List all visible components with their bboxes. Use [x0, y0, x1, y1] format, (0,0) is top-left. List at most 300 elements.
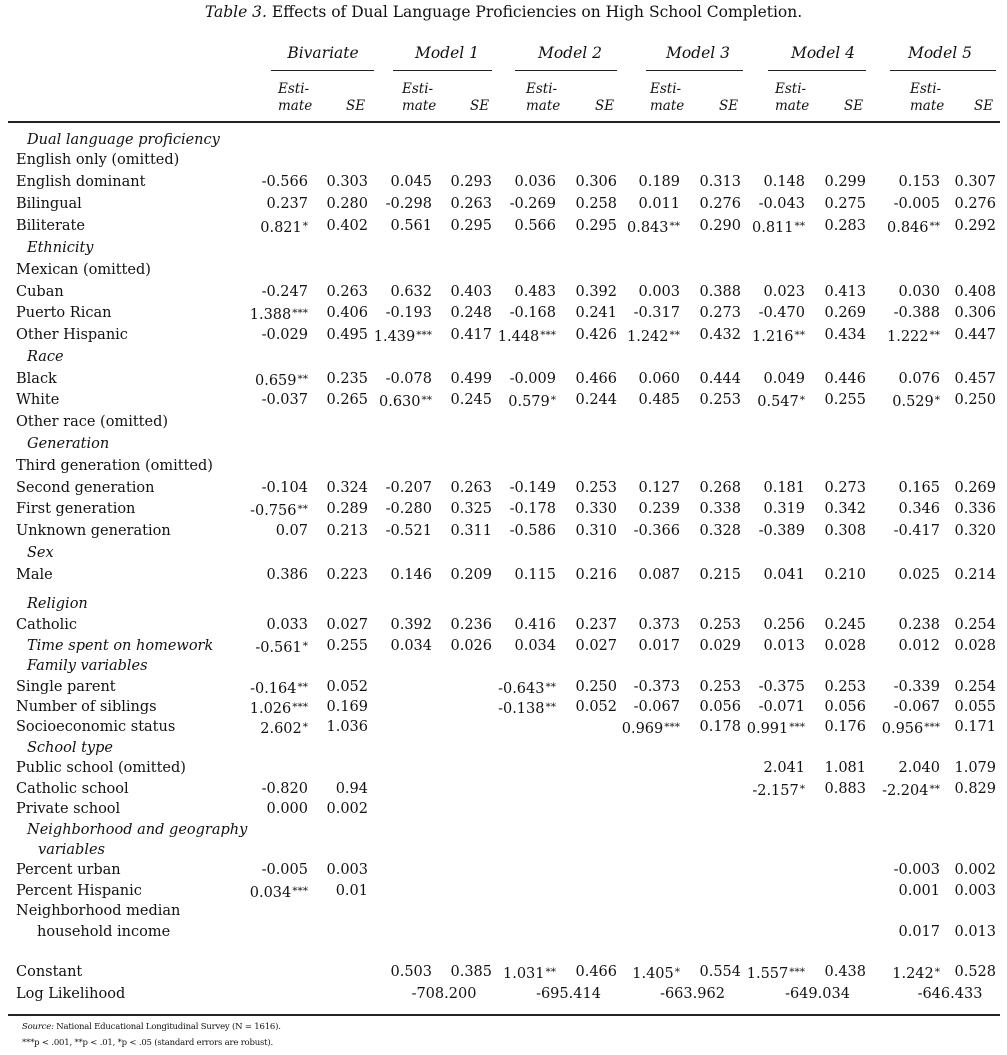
se-cell: 0.214 [954, 567, 996, 583]
se-cell: 0.402 [326, 218, 368, 234]
se-cell: 0.216 [575, 567, 617, 583]
se-cell: 0.241 [575, 305, 617, 321]
table-row [0, 860, 1007, 880]
se-cell: 0.320 [954, 523, 996, 539]
table-row [0, 543, 1007, 563]
se-cell: 0.171 [954, 719, 996, 735]
se-cell: 0.263 [326, 284, 368, 300]
row-label: Number of siblings [16, 699, 157, 715]
estimate-cell: -0.269 [509, 196, 556, 212]
estimate-cell: -2.157* [752, 783, 805, 799]
log-likelihood-cell: -708.200 [411, 986, 477, 1002]
table-row [0, 412, 1007, 432]
table-row [0, 521, 1007, 541]
estimate-subheader: Esti- mate [278, 81, 313, 114]
significance-marker: * [302, 220, 308, 232]
se-cell: 0.434 [824, 327, 866, 343]
row-label: Third generation (omitted) [16, 458, 213, 474]
significance-marker: * [550, 394, 556, 406]
table-row [0, 922, 1007, 942]
estimate-cell: 2.040 [898, 760, 940, 776]
se-cell: 0.052 [575, 699, 617, 715]
se-cell: 0.003 [326, 862, 368, 878]
se-cell: 0.446 [824, 371, 866, 387]
estimate-cell: 0.087 [638, 567, 680, 583]
estimate-cell: -0.389 [758, 523, 805, 539]
header-bottom-rule [8, 121, 1000, 123]
se-cell: 0.829 [954, 781, 996, 797]
se-cell: 0.283 [824, 218, 866, 234]
se-cell: 0.248 [450, 305, 492, 321]
se-cell: 0.325 [450, 501, 492, 517]
se-cell: 1.079 [954, 760, 996, 776]
se-subheader: SE [719, 98, 739, 114]
estimate-cell: 0.256 [763, 617, 805, 633]
model-header-underline [768, 70, 866, 71]
estimate-cell: 0.346 [898, 501, 940, 517]
estimate-cell: -0.820 [261, 781, 308, 797]
estimate-cell: 0.373 [638, 617, 680, 633]
table-row [0, 738, 1007, 758]
estimate-cell: 0.632 [390, 284, 432, 300]
estimate-cell: 0.001 [898, 883, 940, 899]
se-cell: 0.273 [824, 480, 866, 496]
estimate-cell: 0.189 [638, 174, 680, 190]
estimate-cell: 0.023 [763, 284, 805, 300]
estimate-cell: 0.579* [508, 394, 556, 410]
estimate-cell: -0.247 [261, 284, 308, 300]
estimate-cell: 0.012 [898, 638, 940, 654]
se-subheader: SE [974, 98, 994, 114]
se-cell: 0.388 [699, 284, 741, 300]
se-cell: 0.406 [326, 305, 368, 321]
table-row [0, 636, 1007, 656]
estimate-cell: -0.643** [498, 681, 556, 697]
se-cell: 0.444 [699, 371, 741, 387]
estimate-cell: -0.178 [509, 501, 556, 517]
estimate-cell: 0.529* [892, 394, 940, 410]
se-cell: 0.237 [575, 617, 617, 633]
table-row [0, 434, 1007, 454]
estimate-subheader: Esti- mate [526, 81, 561, 114]
se-cell: 0.447 [954, 327, 996, 343]
row-label: Black [16, 371, 57, 387]
se-cell: 0.495 [326, 327, 368, 343]
significance-marker: ** [545, 701, 556, 713]
estimate-cell: -0.164** [250, 681, 308, 697]
se-cell: 0.223 [326, 567, 368, 583]
significance-marker: * [799, 394, 805, 406]
estimate-cell: -0.375 [758, 679, 805, 695]
se-cell: 0.244 [575, 392, 617, 408]
estimate-cell: -0.373 [633, 679, 680, 695]
estimate-cell: 0.000 [266, 801, 308, 817]
caption-title: Effects of Dual Language Proficiencies on High School Completion. [271, 3, 803, 21]
model-header-underline [271, 70, 374, 71]
estimate-cell: -0.043 [758, 196, 805, 212]
estimate-cell: -0.009 [509, 371, 556, 387]
estimate-cell: 0.017 [638, 638, 680, 654]
estimate-cell: -0.756** [250, 503, 308, 519]
se-cell: 0.210 [824, 567, 866, 583]
estimate-cell: 0.034 [514, 638, 556, 654]
estimate-cell: 0.165 [898, 480, 940, 496]
se-cell: 0.292 [954, 218, 996, 234]
table-row [0, 325, 1007, 345]
significance-marker: ** [929, 783, 940, 795]
estimate-cell: -0.317 [633, 305, 680, 321]
estimate-cell: 0.969*** [621, 721, 680, 737]
table-row [0, 565, 1007, 585]
table-caption [0, 3, 1007, 21]
estimate-cell: 0.239 [638, 501, 680, 517]
table-row [0, 758, 1007, 778]
se-cell: 0.499 [450, 371, 492, 387]
table-row [0, 677, 1007, 697]
estimate-cell: 0.659** [254, 373, 308, 389]
row-label: Public school (omitted) [16, 760, 186, 776]
significance-marker: *** [664, 721, 680, 733]
estimate-cell: 0.566 [514, 218, 556, 234]
caption-label: Table 3. [204, 3, 267, 21]
estimate-cell: 0.319 [763, 501, 805, 517]
table-row [0, 840, 1007, 860]
se-cell: 0.052 [326, 679, 368, 695]
estimate-cell: 0.060 [638, 371, 680, 387]
se-cell: 0.413 [824, 284, 866, 300]
estimate-cell: -0.207 [385, 480, 432, 496]
row-label: Catholic [16, 617, 78, 633]
se-cell: 0.310 [575, 523, 617, 539]
se-cell: 0.253 [575, 480, 617, 496]
se-cell: 0.528 [954, 964, 996, 980]
se-cell: 0.299 [824, 174, 866, 190]
table-row [0, 984, 1007, 1004]
log-likelihood-cell: -649.034 [785, 986, 850, 1002]
estimate-cell: 0.115 [514, 567, 556, 583]
estimate-cell: 0.846** [886, 220, 940, 236]
row-label: Race [27, 349, 64, 365]
row-label: Catholic school [16, 781, 129, 797]
se-cell: 0.330 [575, 501, 617, 517]
estimate-cell: 0.547* [757, 394, 805, 410]
se-cell: 0.403 [450, 284, 492, 300]
source-note: Source: National Educational Longitudinal Survey (N = 1616). [22, 1022, 281, 1032]
estimate-cell: 0.045 [390, 174, 432, 190]
se-cell: 0.303 [326, 174, 368, 190]
row-label: First generation [16, 501, 136, 517]
significance-marker: ** [297, 503, 308, 515]
se-cell: 0.178 [699, 719, 741, 735]
estimate-cell: 1.222** [886, 329, 940, 345]
row-label: Time spent on homework [27, 638, 214, 654]
se-cell: 0.307 [954, 174, 996, 190]
estimate-cell: 0.843** [626, 220, 680, 236]
se-cell: 0.342 [824, 501, 866, 517]
se-cell: 0.245 [824, 617, 866, 633]
se-cell: 0.466 [575, 371, 617, 387]
table-row [0, 478, 1007, 498]
se-cell: 0.290 [699, 218, 741, 234]
log-likelihood-cell: -695.414 [536, 986, 601, 1002]
row-label: Puerto Rican [16, 305, 112, 321]
estimate-cell: 0.416 [514, 617, 556, 633]
se-cell: 0.209 [450, 567, 492, 583]
se-cell: 0.417 [450, 327, 492, 343]
row-label: Private school [16, 801, 121, 817]
se-cell: 0.263 [450, 196, 492, 212]
table-row [0, 499, 1007, 519]
se-cell: 0.265 [326, 392, 368, 408]
estimate-cell: 1.026*** [249, 701, 308, 717]
log-likelihood-cell: -663.962 [660, 986, 725, 1002]
significance-marker: *** [292, 885, 308, 897]
estimate-subheader: Esti- mate [910, 81, 945, 114]
significance-marker: *** [292, 701, 308, 713]
estimate-cell: -0.366 [633, 523, 680, 539]
se-cell: 0.466 [575, 964, 617, 980]
se-cell: 0.313 [699, 174, 741, 190]
se-cell: 0.273 [699, 305, 741, 321]
significance-note: ***p < .001, **p < .01, *p < .05 (standard errors are robust). [22, 1038, 273, 1048]
row-label: Male [16, 567, 53, 583]
row-label: English dominant [16, 174, 146, 190]
row-label: Unknown generation [16, 523, 171, 539]
se-cell: 0.027 [575, 638, 617, 654]
se-cell: 0.289 [326, 501, 368, 517]
significance-marker: *** [540, 329, 556, 341]
estimate-cell: 1.405* [632, 966, 680, 982]
se-subheader: SE [346, 98, 366, 114]
se-cell: 0.002 [326, 801, 368, 817]
estimate-cell: 0.386 [266, 567, 308, 583]
table-bottom-rule [8, 1014, 1000, 1016]
estimate-cell: -0.138** [498, 701, 556, 717]
significance-marker: ** [794, 220, 805, 232]
significance-marker: * [934, 394, 940, 406]
se-cell: 0.263 [450, 480, 492, 496]
se-cell: 0.055 [954, 699, 996, 715]
estimate-cell: 0.146 [390, 567, 432, 583]
row-label: School type [27, 740, 113, 756]
se-cell: 0.253 [824, 679, 866, 695]
significance-marker: * [302, 721, 308, 733]
estimate-cell: -0.521 [385, 523, 432, 539]
significance-marker: *** [789, 721, 805, 733]
estimate-cell: 1.031** [502, 966, 556, 982]
estimate-cell: -0.067 [633, 699, 680, 715]
table-row [0, 347, 1007, 367]
row-label: English only (omitted) [16, 152, 180, 168]
se-cell: 1.081 [824, 760, 866, 776]
significance-marker: * [302, 640, 308, 652]
row-label: Log Likelihood [16, 986, 126, 1002]
row-label: Second generation [16, 480, 155, 496]
table-row [0, 260, 1007, 280]
se-cell: 0.324 [326, 480, 368, 496]
se-cell: 0.306 [954, 305, 996, 321]
significance-marker: * [934, 966, 940, 978]
se-cell: 0.169 [326, 699, 368, 715]
row-label: Percent Hispanic [16, 883, 142, 899]
estimate-cell: 1.557*** [746, 966, 805, 982]
estimate-cell: 0.483 [514, 284, 556, 300]
model-header: Model 4 [790, 44, 856, 62]
estimate-cell: -0.193 [385, 305, 432, 321]
table-row [0, 390, 1007, 410]
table-row [0, 172, 1007, 192]
row-label: Sex [27, 545, 54, 561]
table-row [0, 881, 1007, 901]
model-header-underline [890, 70, 996, 71]
se-cell: 0.254 [954, 617, 996, 633]
table-row [0, 799, 1007, 819]
se-cell: 0.253 [699, 617, 741, 633]
significance-marker: ** [297, 373, 308, 385]
model-header: Model 1 [414, 44, 480, 62]
estimate-cell: -0.029 [261, 327, 308, 343]
estimate-cell: -0.339 [893, 679, 940, 695]
row-label: Constant [16, 964, 83, 980]
se-cell: 0.269 [954, 480, 996, 496]
significance-marker: * [674, 966, 680, 978]
se-cell: 0.002 [954, 862, 996, 878]
significance-marker: * [799, 783, 805, 795]
table-row [0, 962, 1007, 982]
table-row [0, 130, 1007, 150]
row-label: Neighborhood and geography [27, 822, 248, 838]
table-row [0, 194, 1007, 214]
row-label: White [16, 392, 60, 408]
se-cell: 0.269 [824, 305, 866, 321]
se-cell: 0.280 [326, 196, 368, 212]
estimate-cell: 0.034 [390, 638, 432, 654]
estimate-cell: 0.956*** [881, 721, 940, 737]
estimate-cell: -0.168 [509, 305, 556, 321]
se-cell: 0.255 [326, 638, 368, 654]
table-row [0, 656, 1007, 676]
estimate-cell: -0.586 [509, 523, 556, 539]
table-row [0, 717, 1007, 737]
table-row [0, 369, 1007, 389]
estimate-cell: -0.005 [261, 862, 308, 878]
se-cell: 0.306 [575, 174, 617, 190]
estimate-cell: 0.017 [898, 924, 940, 940]
estimate-cell: -0.104 [261, 480, 308, 496]
significance-marker: ** [929, 329, 940, 341]
se-cell: 0.213 [326, 523, 368, 539]
se-cell: 1.036 [326, 719, 368, 735]
significance-marker: ** [545, 681, 556, 693]
se-cell: 0.392 [575, 284, 617, 300]
estimate-cell: 0.991*** [746, 721, 805, 737]
estimate-cell: 0.127 [638, 480, 680, 496]
significance-marker: ** [669, 329, 680, 341]
se-cell: 0.253 [699, 392, 741, 408]
significance-marker: ** [794, 329, 805, 341]
se-cell: 0.432 [699, 327, 741, 343]
estimate-cell: -0.280 [385, 501, 432, 517]
se-cell: 0.215 [699, 567, 741, 583]
estimate-cell: 1.439*** [373, 329, 432, 345]
se-cell: 0.028 [824, 638, 866, 654]
row-label: Dual language proficiency [27, 132, 220, 148]
estimate-cell: 2.041 [763, 760, 805, 776]
estimate-cell: -0.298 [385, 196, 432, 212]
table-row [0, 779, 1007, 799]
estimate-cell: 1.242* [892, 966, 940, 982]
estimate-cell: 0.821* [260, 220, 308, 236]
row-label: Other race (omitted) [16, 414, 169, 430]
se-cell: 0.94 [335, 781, 368, 797]
table-row [0, 820, 1007, 840]
estimate-cell: 1.448*** [497, 329, 556, 345]
model-header-underline [646, 70, 743, 71]
estimate-cell: 0.076 [898, 371, 940, 387]
row-label: Ethnicity [27, 240, 94, 256]
se-cell: 0.275 [824, 196, 866, 212]
estimate-cell: 0.041 [763, 567, 805, 583]
se-cell: 0.336 [954, 501, 996, 517]
estimate-cell: 0.033 [266, 617, 308, 633]
table-row [0, 216, 1007, 236]
se-cell: 0.029 [699, 638, 741, 654]
table-row [0, 901, 1007, 921]
se-cell: 0.01 [335, 883, 368, 899]
se-cell: 0.328 [699, 523, 741, 539]
se-cell: 0.176 [824, 719, 866, 735]
estimate-cell: -0.566 [261, 174, 308, 190]
table-row [0, 282, 1007, 302]
table-row [0, 150, 1007, 170]
se-subheader: SE [595, 98, 615, 114]
estimate-cell: -0.037 [261, 392, 308, 408]
se-cell: 0.026 [450, 638, 492, 654]
estimate-subheader: Esti- mate [650, 81, 685, 114]
se-cell: 0.457 [954, 371, 996, 387]
estimate-cell: -0.071 [758, 699, 805, 715]
se-cell: 0.311 [450, 523, 492, 539]
table-row [0, 456, 1007, 476]
se-cell: 0.056 [699, 699, 741, 715]
se-cell: 0.438 [824, 964, 866, 980]
se-cell: 0.268 [699, 480, 741, 496]
estimate-cell: 0.148 [763, 174, 805, 190]
se-cell: 0.308 [824, 523, 866, 539]
log-likelihood-cell: -646.433 [917, 986, 983, 1002]
table-row [0, 594, 1007, 614]
estimate-cell: -0.067 [893, 699, 940, 715]
estimate-cell: 0.034*** [249, 885, 308, 901]
se-cell: 0.293 [450, 174, 492, 190]
significance-marker: ** [421, 394, 432, 406]
estimate-cell: -0.470 [758, 305, 805, 321]
model-header-underline [515, 70, 617, 71]
estimate-cell: 0.036 [514, 174, 556, 190]
estimate-cell: 0.630** [378, 394, 432, 410]
table-row [0, 303, 1007, 323]
se-cell: 0.338 [699, 501, 741, 517]
estimate-cell: 0.503 [390, 964, 432, 980]
estimate-subheader: Esti- mate [402, 81, 437, 114]
se-cell: 0.235 [326, 371, 368, 387]
estimate-cell: 0.049 [763, 371, 805, 387]
estimate-cell: 0.237 [266, 196, 308, 212]
significance-marker: *** [924, 721, 940, 733]
estimate-cell: 0.011 [638, 196, 680, 212]
estimate-cell: 1.388*** [249, 307, 308, 323]
se-cell: 0.295 [450, 218, 492, 234]
